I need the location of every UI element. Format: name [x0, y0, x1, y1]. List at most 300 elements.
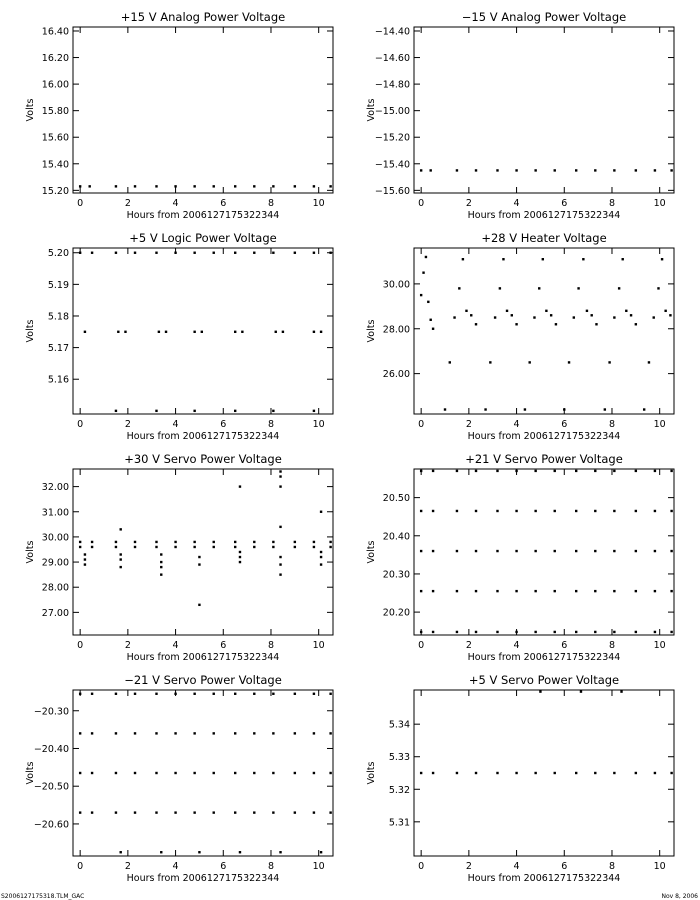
data-point	[670, 590, 672, 592]
data-point	[444, 408, 446, 410]
data-point	[198, 604, 200, 606]
data-point	[654, 631, 656, 633]
chart-title: +30 V Servo Power Voltage	[124, 452, 282, 466]
chart-title: +15 V Analog Power Voltage	[120, 10, 286, 24]
y-tick-label: −14.60	[374, 53, 410, 65]
x-tick-label: 8	[267, 198, 275, 209]
y-tick-label: 5.18	[47, 311, 69, 323]
data-point	[511, 314, 513, 316]
data-point	[456, 470, 458, 472]
data-point	[670, 470, 672, 472]
data-series	[79, 252, 332, 412]
data-point	[313, 732, 315, 734]
plot-frame	[73, 469, 333, 635]
data-point	[456, 550, 458, 552]
data-point	[432, 470, 434, 472]
data-point	[420, 169, 422, 171]
data-point	[253, 772, 255, 774]
data-point	[115, 772, 117, 774]
data-point	[253, 541, 255, 543]
x-axis-label: Hours from 2006127175322344	[126, 873, 280, 884]
data-point	[534, 772, 536, 774]
data-point	[155, 693, 157, 695]
data-point	[279, 470, 281, 472]
x-tick-label: 6	[220, 861, 227, 872]
y-tick-label: 15.60	[41, 132, 69, 144]
data-point	[294, 546, 296, 548]
data-point	[91, 546, 93, 548]
x-tick-label: 10	[312, 861, 325, 872]
data-point	[453, 316, 455, 318]
data-point	[329, 541, 331, 543]
data-point	[279, 485, 281, 487]
data-point	[422, 271, 424, 273]
y-axis-label: Volts	[366, 761, 377, 785]
chart-panel-1	[25, 10, 333, 221]
x-tick-label: 4	[513, 198, 520, 209]
data-point	[515, 169, 517, 171]
chart-panel-3	[25, 231, 333, 442]
data-point	[524, 408, 526, 410]
data-point	[456, 631, 458, 633]
data-point	[470, 314, 472, 316]
x-tick-label: 2	[124, 198, 131, 209]
data-point	[563, 408, 565, 410]
data-point	[79, 185, 81, 187]
data-point	[420, 772, 422, 774]
data-point	[654, 169, 656, 171]
x-tick-label: 0	[77, 861, 84, 872]
data-point	[115, 811, 117, 813]
data-point	[594, 631, 596, 633]
data-point	[635, 169, 637, 171]
y-tick-label: 5.34	[388, 719, 410, 731]
data-point	[329, 252, 331, 254]
data-point	[253, 185, 255, 187]
data-point	[193, 410, 195, 412]
data-point	[594, 772, 596, 774]
data-point	[613, 470, 615, 472]
data-point	[554, 169, 556, 171]
data-point	[670, 510, 672, 512]
data-point	[193, 541, 195, 543]
data-point	[654, 772, 656, 774]
x-tick-label: 10	[653, 640, 666, 651]
data-point	[427, 301, 429, 303]
data-point	[294, 252, 296, 254]
data-point	[618, 287, 620, 289]
data-point	[313, 252, 315, 254]
data-point	[534, 510, 536, 512]
data-point	[174, 772, 176, 774]
data-point	[120, 558, 122, 560]
x-tick-label: 6	[220, 198, 227, 209]
x-tick-label: 0	[418, 861, 425, 872]
data-point	[213, 252, 215, 254]
data-point	[213, 693, 215, 695]
data-point	[193, 693, 195, 695]
data-point	[635, 323, 637, 325]
x-tick-label: 4	[172, 640, 179, 651]
data-point	[213, 811, 215, 813]
data-point	[79, 252, 81, 254]
data-point	[279, 556, 281, 558]
y-tick-label: −20.30	[33, 706, 69, 718]
data-point	[594, 510, 596, 512]
chart-panel-7	[25, 673, 333, 884]
data-point	[554, 590, 556, 592]
data-series	[79, 185, 332, 187]
data-point	[313, 541, 315, 543]
x-axis-label: Hours from 2006127175322344	[126, 431, 280, 442]
data-point	[272, 185, 274, 187]
data-point	[239, 561, 241, 563]
data-point	[155, 185, 157, 187]
y-tick-label: −15.00	[374, 106, 410, 118]
data-point	[475, 323, 477, 325]
data-point	[429, 169, 431, 171]
data-point	[575, 550, 577, 552]
data-point	[613, 772, 615, 774]
x-axis-label: Hours from 2006127175322344	[126, 210, 280, 221]
y-tick-label: 5.19	[47, 279, 69, 291]
y-tick-label: 5.16	[47, 374, 69, 386]
data-point	[91, 772, 93, 774]
x-tick-label: 0	[77, 198, 84, 209]
data-point	[456, 772, 458, 774]
data-point	[550, 314, 552, 316]
data-point	[198, 563, 200, 565]
y-tick-label: 30.00	[41, 532, 69, 544]
x-tick-label: 8	[608, 419, 616, 430]
data-point	[115, 693, 117, 695]
data-point	[575, 169, 577, 171]
data-point	[174, 252, 176, 254]
data-point	[625, 310, 627, 312]
data-point	[670, 631, 672, 633]
data-point	[506, 310, 508, 312]
data-point	[134, 252, 136, 254]
y-axis-label: Volts	[25, 761, 36, 785]
data-point	[91, 732, 93, 734]
data-point	[213, 541, 215, 543]
data-point	[272, 811, 274, 813]
data-point	[554, 470, 556, 472]
data-point	[554, 510, 556, 512]
x-tick-label: 8	[608, 861, 616, 872]
data-point	[630, 314, 632, 316]
data-point	[275, 331, 277, 333]
data-point	[213, 185, 215, 187]
y-tick-label: 5.33	[388, 752, 410, 764]
data-point	[234, 541, 236, 543]
data-point	[279, 851, 281, 853]
data-point	[294, 693, 296, 695]
data-point	[534, 631, 536, 633]
data-point	[657, 287, 659, 289]
data-point	[554, 772, 556, 774]
data-point	[432, 590, 434, 592]
data-point	[591, 314, 593, 316]
data-point	[670, 550, 672, 552]
data-point	[575, 631, 577, 633]
data-point	[635, 510, 637, 512]
data-point	[643, 408, 645, 410]
y-tick-label: −15.40	[374, 159, 410, 171]
x-tick-label: 6	[561, 419, 568, 430]
x-tick-label: 6	[220, 640, 227, 651]
data-point	[425, 256, 427, 258]
data-point	[117, 331, 119, 333]
x-tick-label: 6	[220, 419, 227, 430]
data-point	[420, 294, 422, 296]
y-tick-label: 26.00	[382, 369, 410, 381]
y-tick-label: 5.17	[47, 343, 69, 355]
data-point	[134, 185, 136, 187]
data-point	[648, 361, 650, 363]
y-tick-label: 27.00	[41, 607, 69, 619]
data-point	[635, 590, 637, 592]
y-tick-label: 15.80	[41, 106, 69, 118]
data-point	[613, 590, 615, 592]
data-point	[88, 185, 90, 187]
data-point	[234, 252, 236, 254]
y-axis-label: Volts	[25, 540, 36, 564]
y-tick-label: 5.20	[47, 248, 69, 260]
data-point	[115, 252, 117, 254]
data-point	[160, 851, 162, 853]
data-point	[654, 470, 656, 472]
chart-title: +5 V Logic Power Voltage	[129, 231, 277, 245]
data-point	[604, 408, 606, 410]
x-tick-label: 2	[124, 861, 131, 872]
plot-frame	[73, 27, 333, 193]
data-point	[496, 510, 498, 512]
data-point	[534, 590, 536, 592]
x-tick-label: 8	[267, 861, 275, 872]
data-point	[420, 590, 422, 592]
data-point	[449, 361, 451, 363]
data-point	[193, 331, 195, 333]
data-point	[635, 772, 637, 774]
data-point	[239, 556, 241, 558]
data-point	[193, 811, 195, 813]
data-point	[462, 258, 464, 260]
data-point	[320, 511, 322, 513]
x-tick-label: 8	[267, 419, 275, 430]
data-point	[515, 470, 517, 472]
x-tick-label: 0	[418, 419, 425, 430]
data-point	[294, 772, 296, 774]
y-tick-label: 32.00	[41, 482, 69, 494]
data-point	[613, 631, 615, 633]
data-point	[555, 323, 557, 325]
data-point	[160, 573, 162, 575]
chart-panel-8	[366, 673, 674, 884]
data-point	[496, 590, 498, 592]
data-point	[475, 470, 477, 472]
data-point	[294, 541, 296, 543]
data-point	[329, 772, 331, 774]
data-point	[329, 546, 331, 548]
data-point	[575, 470, 577, 472]
data-point	[484, 408, 486, 410]
data-point	[120, 566, 122, 568]
data-point	[534, 470, 536, 472]
x-tick-label: 4	[172, 198, 179, 209]
y-tick-label: 20.20	[382, 607, 410, 619]
data-point	[432, 510, 434, 512]
data-point	[272, 546, 274, 548]
x-tick-label: 10	[312, 198, 325, 209]
data-point	[155, 732, 157, 734]
data-point	[234, 185, 236, 187]
data-point	[84, 558, 86, 560]
x-axis-label: Hours from 2006127175322344	[467, 652, 621, 663]
data-point	[279, 563, 281, 565]
data-point	[494, 316, 496, 318]
x-tick-label: 10	[653, 198, 666, 209]
data-point	[456, 510, 458, 512]
y-tick-label: 15.20	[41, 185, 69, 197]
data-point	[515, 772, 517, 774]
data-point	[475, 550, 477, 552]
data-series	[79, 693, 332, 854]
x-axis-label: Hours from 2006127175322344	[467, 431, 621, 442]
data-point	[155, 541, 157, 543]
data-point	[313, 410, 315, 412]
data-point	[573, 316, 575, 318]
y-tick-label: 16.20	[41, 53, 69, 65]
y-tick-label: −15.20	[374, 132, 410, 144]
data-point	[320, 331, 322, 333]
x-tick-label: 4	[513, 419, 520, 430]
data-point	[582, 258, 584, 260]
data-point	[475, 631, 477, 633]
data-point	[234, 811, 236, 813]
data-point	[253, 546, 255, 548]
x-tick-label: 8	[608, 640, 616, 651]
x-tick-label: 2	[124, 419, 131, 430]
data-point	[635, 550, 637, 552]
data-point	[613, 510, 615, 512]
data-point	[253, 252, 255, 254]
data-point	[155, 811, 157, 813]
y-tick-label: 30.00	[382, 279, 410, 291]
y-tick-label: −20.60	[33, 819, 69, 831]
data-point	[313, 811, 315, 813]
data-series	[79, 470, 332, 606]
data-point	[239, 485, 241, 487]
data-point	[465, 310, 467, 312]
y-tick-label: 20.50	[382, 493, 410, 505]
data-point	[554, 550, 556, 552]
data-point	[586, 310, 588, 312]
data-point	[420, 510, 422, 512]
data-point	[329, 732, 331, 734]
footer-date: Nov 8, 2006	[661, 893, 698, 900]
y-axis-label: Volts	[366, 319, 377, 343]
data-point	[499, 287, 501, 289]
data-point	[542, 258, 544, 260]
data-point	[568, 361, 570, 363]
data-point	[502, 258, 504, 260]
data-point	[539, 690, 541, 692]
data-point	[595, 323, 597, 325]
x-tick-label: 10	[653, 861, 666, 872]
plot-frame	[414, 27, 674, 193]
data-point	[279, 526, 281, 528]
data-point	[134, 546, 136, 548]
data-point	[193, 732, 195, 734]
data-point	[234, 732, 236, 734]
y-tick-label: −20.50	[33, 781, 69, 793]
data-point	[155, 410, 157, 412]
data-point	[79, 546, 81, 548]
data-point	[241, 331, 243, 333]
data-point	[198, 851, 200, 853]
chart-panel-5	[25, 452, 333, 663]
data-point	[272, 541, 274, 543]
data-point	[554, 631, 556, 633]
y-tick-label: 20.40	[382, 531, 410, 543]
y-tick-label: −15.60	[374, 185, 410, 197]
data-point	[234, 331, 236, 333]
data-point	[613, 550, 615, 552]
y-tick-label: 5.31	[388, 817, 410, 829]
plot-frame	[414, 248, 674, 414]
chart-panel-4	[366, 231, 674, 442]
data-point	[239, 551, 241, 553]
data-point	[234, 410, 236, 412]
data-point	[496, 470, 498, 472]
x-tick-label: 0	[418, 198, 425, 209]
x-axis-label: Hours from 2006127175322344	[126, 652, 280, 663]
data-point	[134, 541, 136, 543]
data-point	[234, 693, 236, 695]
data-point	[272, 252, 274, 254]
chart-title: +5 V Servo Power Voltage	[468, 673, 620, 687]
data-point	[669, 314, 671, 316]
data-point	[313, 693, 315, 695]
data-point	[155, 252, 157, 254]
data-point	[653, 316, 655, 318]
data-point	[635, 470, 637, 472]
data-point	[279, 475, 281, 477]
x-tick-label: 2	[465, 640, 472, 651]
data-series	[420, 690, 673, 774]
data-point	[79, 732, 81, 734]
footer-filename: S2006127175318.TLM_GAC	[1, 893, 85, 900]
y-tick-label: 16.40	[41, 26, 69, 38]
data-point	[84, 563, 86, 565]
data-point	[329, 811, 331, 813]
data-point	[458, 287, 460, 289]
data-point	[294, 732, 296, 734]
data-point	[165, 331, 167, 333]
y-tick-label: 16.00	[41, 79, 69, 91]
data-point	[329, 693, 331, 695]
data-point	[79, 541, 81, 543]
data-point	[622, 258, 624, 260]
data-point	[174, 693, 176, 695]
data-point	[420, 631, 422, 633]
x-tick-label: 2	[465, 861, 472, 872]
chart-title: +28 V Heater Voltage	[481, 231, 607, 245]
x-tick-label: 8	[267, 640, 275, 651]
data-point	[534, 169, 536, 171]
y-axis-label: Volts	[25, 98, 36, 122]
